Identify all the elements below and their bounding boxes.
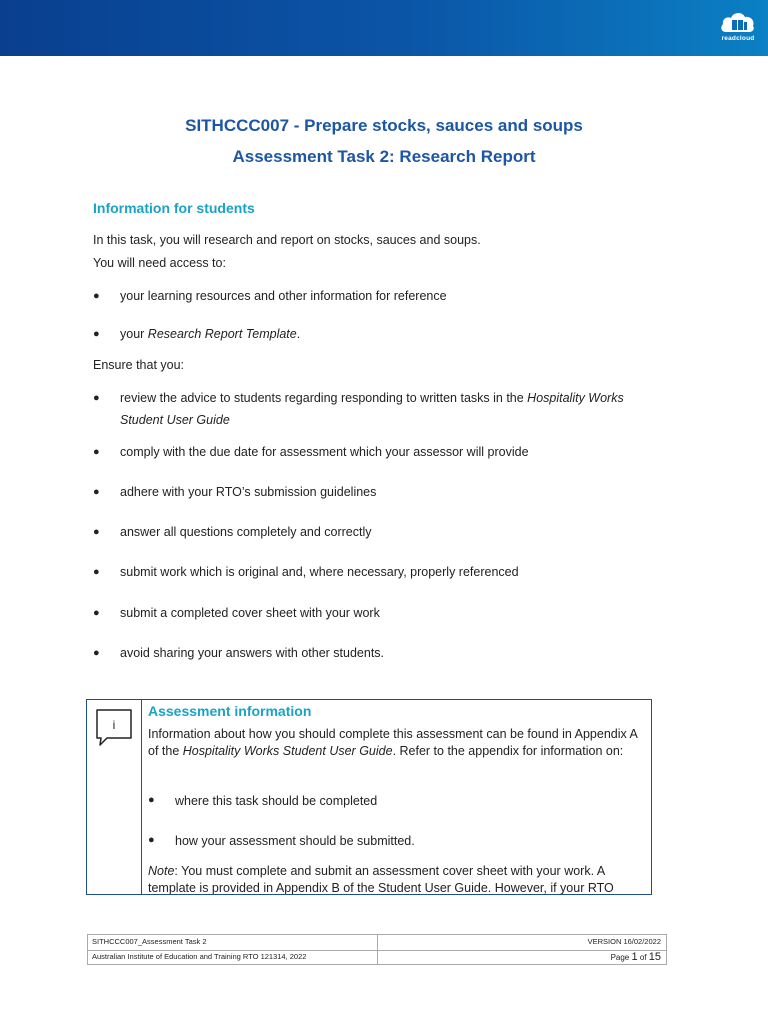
readcloud-logo bbox=[716, 10, 760, 50]
bullet-icon: ● bbox=[93, 392, 100, 404]
document-subtitle: Assessment Task 2: Research Report bbox=[232, 147, 536, 166]
bullet-icon: ● bbox=[93, 566, 100, 578]
bullet-icon: ● bbox=[93, 446, 100, 458]
footer-page-number: Page 1 of 15 bbox=[610, 951, 661, 963]
footer-institute: Australian Institute of Education and Training RTO 121314, 2022 bbox=[92, 952, 307, 961]
document-title: SITHCCC007 - Prepare stocks, sauces and soups bbox=[185, 116, 583, 135]
info-box-title: Assessment information bbox=[148, 703, 312, 719]
assessment-info-box: i Assessment information Information about how you should complete this assessment can be found in Appendix A of the Hospitality Works Student User Guide. Refer to the appendix for information on: ● where this task should be completed ● how your assessment should be submitted. Note: You must complete and submit an assessment cover sheet with your work. A template is provided in Appendix B of the Student User Guide. However, if your RTO bbox=[86, 699, 652, 895]
bullet-icon: ● bbox=[148, 794, 155, 806]
info-box-body: Information about how you should complete this assessment can be found in Appendix A of the Hospitality Works Student User Guide. Refer to the appendix for information on: bbox=[148, 727, 638, 758]
cloud-book-icon bbox=[720, 10, 756, 34]
info-letter: i bbox=[112, 718, 116, 732]
header-banner bbox=[0, 0, 768, 56]
logo-text: readcloud bbox=[721, 35, 755, 42]
intro-paragraph: In this task, you will research and report on stocks, sauces and soups. bbox=[93, 233, 481, 247]
bullet-icon: ● bbox=[148, 834, 155, 846]
bullet-icon: ● bbox=[93, 607, 100, 619]
access-lead: You will need access to: bbox=[93, 256, 226, 270]
bullet-icon: ● bbox=[93, 486, 100, 498]
bullet-icon: ● bbox=[93, 526, 100, 538]
ensure-lead: Ensure that you: bbox=[93, 358, 185, 372]
page-footer bbox=[87, 934, 667, 965]
box-divider bbox=[141, 700, 142, 894]
info-box-note: Note: You must complete and submit an assessment cover sheet with your work. A template is provided in Appendix B of the Student User Guide. However, if your RTO bbox=[148, 864, 614, 895]
footer-doc-ref: SITHCCC007_Assessment Task 2 bbox=[92, 937, 207, 946]
speech-bubble-info-icon bbox=[95, 708, 133, 753]
bullet-icon: ● bbox=[93, 647, 100, 659]
footer-version: VERSION 16/02/2022 bbox=[587, 937, 661, 946]
bullet-icon: ● bbox=[93, 290, 100, 302]
section-heading-information: Information for students bbox=[93, 200, 255, 216]
bullet-icon: ● bbox=[93, 328, 100, 340]
